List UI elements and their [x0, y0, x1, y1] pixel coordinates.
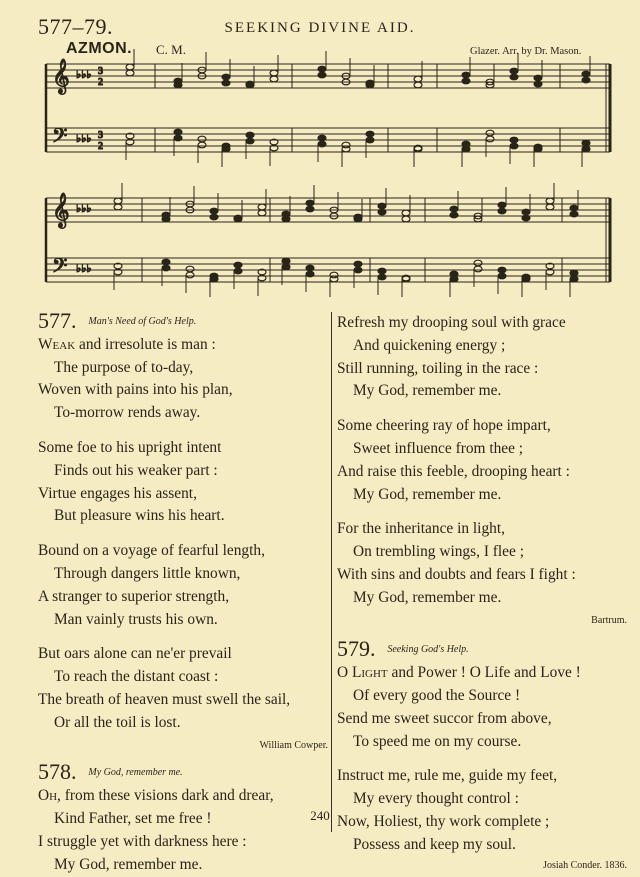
verse-line: My every thought control : — [353, 790, 519, 808]
hymn-577 — [38, 310, 328, 757]
svg-text:♭♭♭: ♭♭♭ — [76, 68, 92, 81]
verse-line: The purpose of to-day, — [54, 358, 194, 376]
verse-line: Man vainly trusts his own. — [54, 610, 218, 628]
verse-line: I struggle yet with darkness here : — [38, 832, 247, 850]
verse-line: Virtue engages his assent, — [38, 484, 197, 502]
verse-line: My God, remember me. — [353, 382, 502, 400]
svg-text:𝄞: 𝄞 — [52, 193, 70, 228]
svg-text:𝄞: 𝄞 — [52, 59, 70, 94]
stanza — [38, 540, 328, 631]
verse-line: But oars alone can ne'er prevail — [38, 645, 232, 663]
verse-line: Or all the toil is lost. — [54, 713, 181, 731]
verse-line: A stranger to superior strength, — [38, 587, 230, 605]
hymn-range-number: 577–79. — [38, 14, 113, 39]
hymn-header — [337, 638, 627, 662]
verse-line: Some foe to his upright intent — [38, 438, 222, 456]
verse-line: Possess and keep my soul. — [353, 835, 516, 853]
stanza — [337, 662, 627, 753]
verse-line: For the inheritance in light, — [337, 520, 505, 538]
hymn-number: 578. — [38, 759, 77, 785]
verse-line: Still running, toiling in the race : — [337, 359, 539, 377]
verse-line: To speed me on my course. — [353, 732, 522, 750]
verse-line: Of every good the Source ! — [353, 686, 521, 704]
hymn-header — [38, 761, 328, 785]
verse-line: With sins and doubts and fears I fight : — [337, 565, 576, 583]
hymn-title: Seeking God's Help. — [387, 644, 469, 656]
stanza — [38, 334, 328, 425]
stanza — [337, 312, 627, 403]
verse-line: Weak and irresolute is man : — [38, 335, 216, 353]
svg-text:𝄢: 𝄢 — [52, 254, 68, 282]
svg-text:♭♭♭: ♭♭♭ — [76, 262, 92, 275]
section-title: SEEKING DIVINE AID. — [224, 20, 416, 36]
svg-text:2: 2 — [98, 141, 103, 152]
verse-line: Through dangers little known, — [54, 564, 241, 582]
svg-text:♭♭♭: ♭♭♭ — [76, 202, 92, 215]
verse-line: My God, remember me. — [353, 588, 502, 606]
svg-text:3: 3 — [98, 66, 103, 77]
verse-line: Instruct me, rule me, guide my feet, — [337, 767, 558, 785]
stanza — [38, 437, 328, 528]
music-score — [0, 0, 640, 310]
verse-line: To-morrow rends away. — [54, 404, 201, 422]
verse-line: Refresh my drooping soul with grace — [337, 314, 566, 331]
tune-name: AZMON. — [66, 40, 133, 57]
tune-credit: Glazer. Arr. by Dr. Mason. — [470, 46, 582, 57]
hymn-579 — [337, 638, 627, 877]
stanza — [38, 785, 328, 876]
hymn-number: 579. — [337, 636, 376, 662]
hymn-number: 577. — [38, 308, 77, 333]
verse-line: To reach the distant coast : — [54, 668, 219, 686]
svg-text:2: 2 — [98, 77, 103, 88]
verse-line: Woven with pains into his plan, — [38, 381, 233, 399]
verse-line: Kind Father, set me free ! — [54, 809, 212, 827]
verse-line: Some cheering ray of hope impart, — [337, 417, 551, 435]
svg-text:3: 3 — [98, 130, 103, 141]
verse-line: My God, remember me. — [54, 855, 203, 873]
right-column — [337, 312, 627, 877]
verse-line: Now, Holiest, thy work complete ; — [337, 812, 550, 830]
svg-text:♭♭♭: ♭♭♭ — [76, 132, 92, 145]
verse-line: My God, remember me. — [353, 485, 502, 503]
hymn-header — [38, 310, 328, 334]
svg-text:𝄢: 𝄢 — [52, 124, 68, 152]
hymn-title: Man's Need of God's Help. — [88, 316, 197, 327]
column-divider — [331, 312, 332, 832]
verse-line: On trembling wings, I flee ; — [353, 543, 524, 561]
verse-line: Sweet influence from thee ; — [353, 439, 524, 457]
tune-meter: C. M. — [156, 42, 186, 57]
verse-line: And raise this feeble, drooping heart : — [337, 462, 570, 480]
stanza — [337, 415, 627, 506]
stanza — [337, 518, 627, 609]
hymn-title: My God, remember me. — [88, 767, 183, 779]
verse-line: Send me sweet succor from above, — [337, 709, 552, 727]
verse-line: Finds out his weaker part : — [54, 461, 218, 479]
verse-line: The breath of heaven must swell the sail, — [38, 690, 291, 708]
hymn-author: Bartrum. — [591, 614, 627, 626]
hymn-author: William Cowper. — [259, 739, 328, 751]
hymn-author: Josiah Conder. 1836. — [543, 859, 627, 871]
hymn-578-continued — [337, 312, 627, 632]
verse-line: O Light and Power ! O Life and Love ! — [337, 664, 581, 682]
verse-line: But pleasure wins his heart. — [54, 507, 225, 525]
left-column — [38, 310, 328, 876]
page-number: 240 — [310, 808, 330, 823]
verse-line: Bound on a voyage of fearful length, — [38, 542, 265, 560]
stanza — [38, 643, 328, 734]
verse-line: And quickening energy ; — [353, 336, 506, 354]
verse-line: Oh, from these visions dark and drear, — [38, 787, 274, 805]
